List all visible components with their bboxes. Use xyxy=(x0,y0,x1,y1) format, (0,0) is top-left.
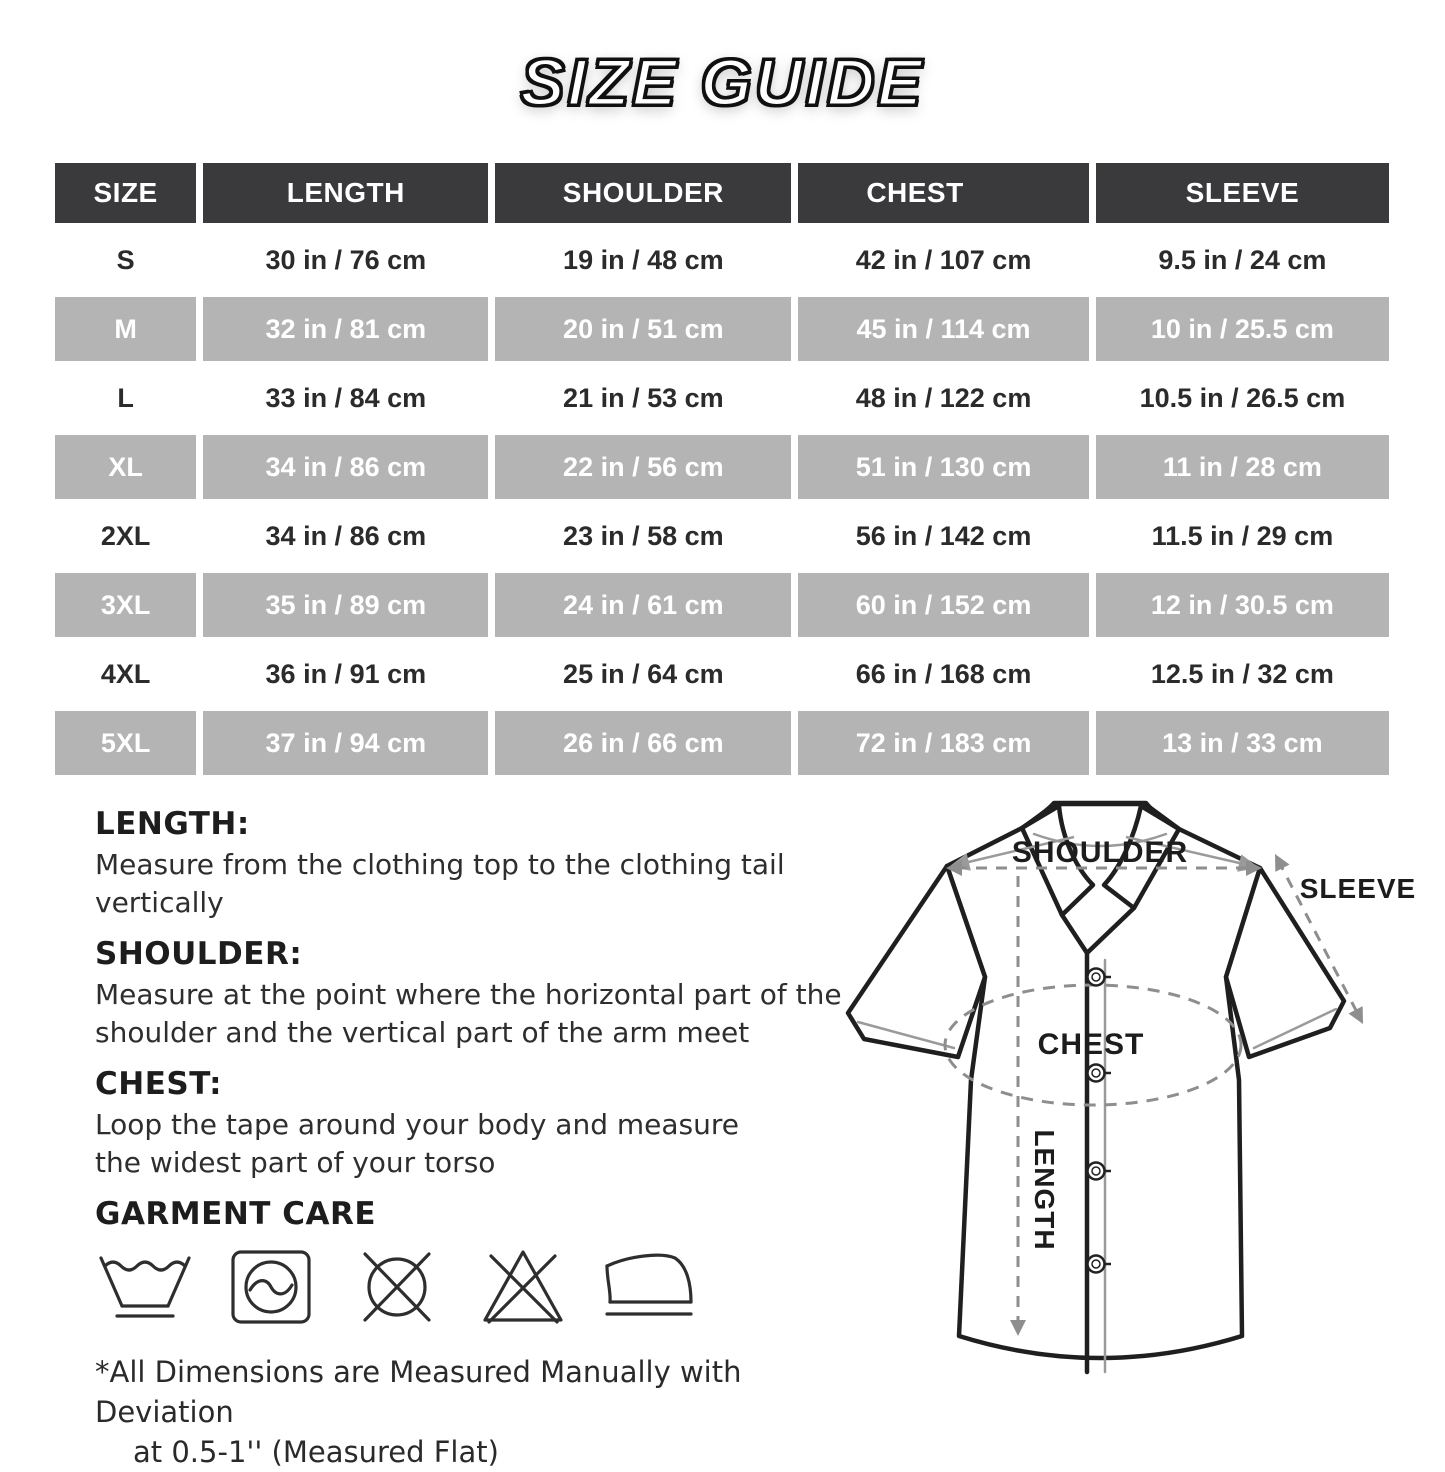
cell-chest: 48 in / 122 cm xyxy=(798,366,1089,430)
garment-care-heading: GARMENT CARE xyxy=(95,1196,377,1232)
cell-size: XL xyxy=(55,435,196,499)
cell-chest: 51 in / 130 cm xyxy=(798,435,1089,499)
cell-sleeve: 10.5 in / 26.5 cm xyxy=(1096,366,1389,430)
cell-sleeve: 13 in / 33 cm xyxy=(1096,711,1389,775)
cell-sleeve: 11 in / 28 cm xyxy=(1096,435,1389,499)
diagram-chest-label: CHEST xyxy=(1037,1028,1145,1061)
cell-chest: 66 in / 168 cm xyxy=(798,642,1089,706)
cell-length: 35 in / 89 cm xyxy=(203,573,488,637)
cell-shoulder: 24 in / 61 cm xyxy=(495,573,791,637)
cell-size: S xyxy=(55,228,196,292)
cell-shoulder: 23 in / 58 cm xyxy=(495,504,791,568)
length-section xyxy=(95,806,877,922)
page-title: SIZE GUIDE xyxy=(520,45,925,119)
header-sleeve: SLEEVE xyxy=(1096,163,1389,223)
table-row xyxy=(55,228,1389,292)
chest-text: Loop the tape around your body and measure xyxy=(95,1108,739,1141)
cell-chest: 72 in / 183 cm xyxy=(798,711,1089,775)
cell-size: L xyxy=(55,366,196,430)
cell-size: 2XL xyxy=(55,504,196,568)
shoulder-text: shoulder and the vertical part of the arm meet xyxy=(95,1016,750,1049)
table-row xyxy=(55,642,1389,706)
cell-length: 32 in / 81 cm xyxy=(203,297,488,361)
footnote-line: at 0.5-1'' (Measured Flat) xyxy=(133,1435,499,1469)
garment-care-icons xyxy=(95,1244,877,1330)
cell-length: 34 in / 86 cm xyxy=(203,435,488,499)
cell-chest: 60 in / 152 cm xyxy=(798,573,1089,637)
footnote xyxy=(95,1352,877,1472)
size-table xyxy=(48,158,1396,780)
cell-sleeve: 9.5 in / 24 cm xyxy=(1096,228,1389,292)
hand-wash-icon xyxy=(95,1244,195,1330)
table-row xyxy=(55,573,1389,637)
cell-shoulder: 25 in / 64 cm xyxy=(495,642,791,706)
cell-length: 34 in / 86 cm xyxy=(203,504,488,568)
length-text: Measure from the clothing top to the clothing tail vertically xyxy=(95,848,785,919)
header-chest: CHEST xyxy=(798,163,1089,223)
measure-instructions xyxy=(95,806,877,1472)
cell-sleeve: 10 in / 25.5 cm xyxy=(1096,297,1389,361)
cell-size: 3XL xyxy=(55,573,196,637)
do-not-bleach-icon xyxy=(473,1244,573,1330)
table-row xyxy=(55,435,1389,499)
cell-sleeve: 12 in / 30.5 cm xyxy=(1096,573,1389,637)
cell-shoulder: 26 in / 66 cm xyxy=(495,711,791,775)
cell-length: 33 in / 84 cm xyxy=(203,366,488,430)
cell-shoulder: 20 in / 51 cm xyxy=(495,297,791,361)
header-shoulder: SHOULDER xyxy=(495,163,791,223)
table-row xyxy=(55,366,1389,430)
cell-shoulder: 19 in / 48 cm xyxy=(495,228,791,292)
shoulder-heading: SHOULDER: xyxy=(95,936,303,972)
iron-icon xyxy=(599,1244,699,1330)
shoulder-text: Measure at the point where the horizontal part of the xyxy=(95,978,842,1011)
cell-size: M xyxy=(55,297,196,361)
cell-sleeve: 12.5 in / 32 cm xyxy=(1096,642,1389,706)
table-header-row xyxy=(55,163,1389,223)
cell-chest: 42 in / 107 cm xyxy=(798,228,1089,292)
cell-sleeve: 11.5 in / 29 cm xyxy=(1096,504,1389,568)
header-length: LENGTH xyxy=(203,163,488,223)
chest-heading: CHEST: xyxy=(95,1066,223,1102)
cell-length: 37 in / 94 cm xyxy=(203,711,488,775)
footnote-line: *All Dimensions are Measured Manually with Deviation xyxy=(95,1355,742,1429)
cell-size: 4XL xyxy=(55,642,196,706)
cell-length: 30 in / 76 cm xyxy=(203,228,488,292)
diagram-shoulder-label: SHOULDER xyxy=(1011,836,1189,869)
table-row xyxy=(55,711,1389,775)
table-row xyxy=(55,297,1389,361)
cell-chest: 45 in / 114 cm xyxy=(798,297,1089,361)
header-size: SIZE xyxy=(55,163,196,223)
diagram-sleeve-label: SLEEVE xyxy=(1299,873,1417,904)
cell-length: 36 in / 91 cm xyxy=(203,642,488,706)
cell-size: 5XL xyxy=(55,711,196,775)
chest-section xyxy=(95,1066,877,1182)
length-heading: LENGTH: xyxy=(95,806,250,842)
tumble-dry-icon xyxy=(221,1244,321,1330)
do-not-dry-clean-icon xyxy=(347,1244,447,1330)
diagram-length-label: LENGTH xyxy=(1029,1129,1060,1251)
shoulder-section xyxy=(95,936,877,1052)
cell-shoulder: 21 in / 53 cm xyxy=(495,366,791,430)
shirt-measurement-diagram xyxy=(828,780,1444,1396)
cell-shoulder: 22 in / 56 cm xyxy=(495,435,791,499)
cell-chest: 56 in / 142 cm xyxy=(798,504,1089,568)
table-row xyxy=(55,504,1389,568)
chest-text: the widest part of your torso xyxy=(95,1146,496,1179)
